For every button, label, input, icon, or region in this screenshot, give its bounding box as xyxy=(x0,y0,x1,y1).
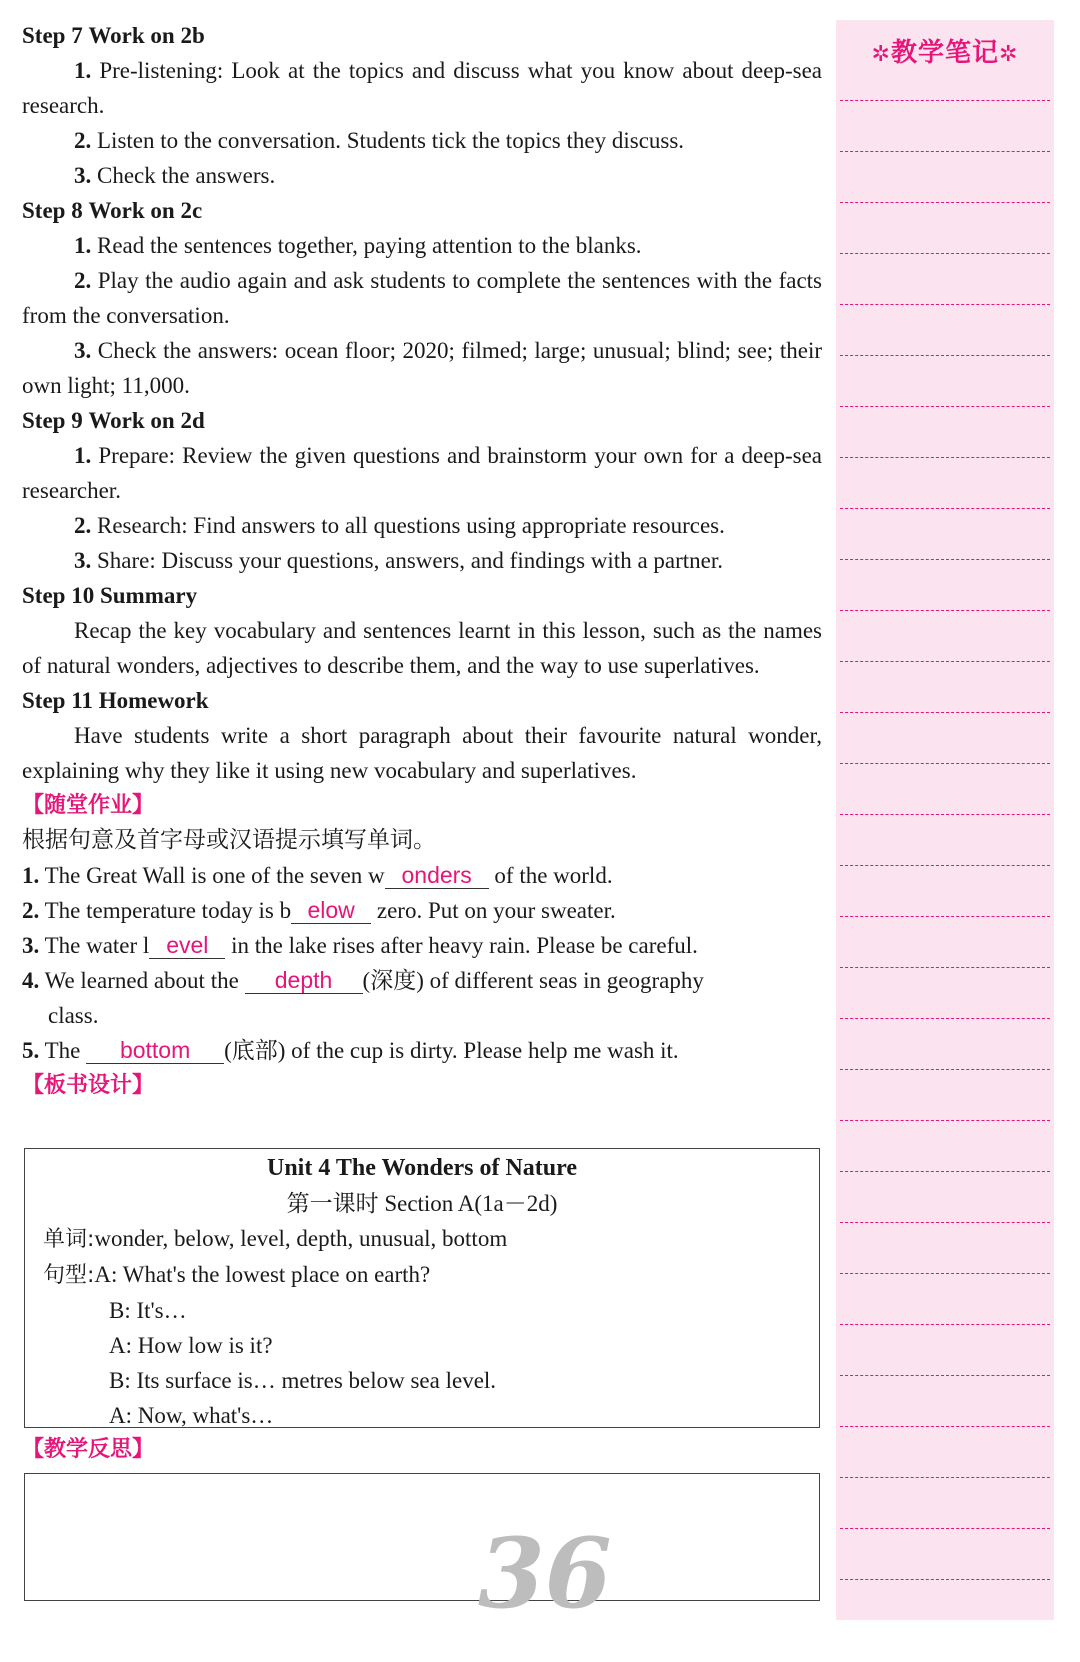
answer-blank[interactable]: bottom xyxy=(86,1037,224,1064)
note-line xyxy=(840,100,1050,101)
note-line xyxy=(840,1018,1050,1019)
board-words: 单词:wonder, below, level, depth, unusual, bottom xyxy=(43,1226,508,1252)
flower-icon: ✲ xyxy=(871,42,891,67)
reflection-box[interactable] xyxy=(24,1473,820,1601)
note-line xyxy=(840,1477,1050,1478)
board-heading: 【板书设计】 xyxy=(22,1073,155,1098)
step-item: 1. Read the sentences together, paying attention to the blanks. xyxy=(74,233,642,258)
note-line xyxy=(840,253,1050,254)
step-heading: Step 8 Work on 2c xyxy=(22,198,203,223)
reflection-heading: 【教学反思】 xyxy=(22,1437,155,1462)
sidebar-title: ✲教学笔记✲ xyxy=(871,38,1019,68)
step-item: 1. Pre-listening: Look at the topics and discuss what you know about deep-sea research. xyxy=(22,58,822,118)
note-line xyxy=(840,508,1050,509)
board-sentence: B: It's… xyxy=(109,1298,187,1323)
note-line xyxy=(840,1528,1050,1529)
question-1: 1. The Great Wall is one of the seven w onders of the world. xyxy=(22,862,613,888)
board-subtitle: 第一课时 Section A(1a－2d) xyxy=(286,1191,558,1216)
note-line xyxy=(840,610,1050,611)
answer-blank[interactable]: depth xyxy=(245,967,363,994)
step-item: 2. Research: Find answers to all questions using appropriate resources. xyxy=(74,513,725,538)
notes-sidebar xyxy=(836,20,1054,1620)
note-line xyxy=(840,304,1050,305)
step-paragraph: Have students write a short paragraph about their favourite natural wonder, explaining why they like it using new vocabulary and superlatives. xyxy=(22,723,822,783)
step-heading: Step 11 Homework xyxy=(22,688,209,713)
note-line xyxy=(840,1426,1050,1427)
step-heading: Step 7 Work on 2b xyxy=(22,23,205,48)
step-item: 3. Check the answers. xyxy=(74,163,276,188)
question-2: 2. The temperature today is b elow zero. Put on your sweater. xyxy=(22,897,616,923)
question-3: 3. The water l evel in the lake rises after heavy rain. Please be careful. xyxy=(22,932,698,958)
board-sentence: A: Now, what's… xyxy=(109,1403,274,1428)
note-line xyxy=(840,1375,1050,1376)
homework-instruction: 根据句意及首字母或汉语提示填写单词。 xyxy=(22,827,436,853)
step-item: 2. Listen to the conversation. Students tick the topics they discuss. xyxy=(74,128,685,153)
answer-blank[interactable]: elow xyxy=(291,897,371,924)
step-item: 3. Check the answers: ocean floor; 2020; filmed; large; unusual; blind; see; their own light; 11,000. xyxy=(22,338,823,398)
step-heading: Step 10 Summary xyxy=(22,583,198,608)
note-line xyxy=(840,967,1050,968)
note-line xyxy=(840,1579,1050,1580)
board-sentence: 句型:A: What's the lowest place on earth? xyxy=(43,1262,431,1288)
note-line xyxy=(840,202,1050,203)
board-design-box xyxy=(24,1148,820,1428)
note-line xyxy=(840,712,1050,713)
homework-heading: 【随堂作业】 xyxy=(22,793,155,818)
question-4-cont: class. xyxy=(48,1003,99,1028)
note-line xyxy=(840,763,1050,764)
step-item: 3. Share: Discuss your questions, answers, and findings with a partner. xyxy=(74,548,724,573)
flower-icon: ✲ xyxy=(999,42,1019,67)
question-4: 4. We learned about the depth (深度) of different seas in geography xyxy=(22,967,704,993)
note-line xyxy=(840,559,1050,560)
note-line xyxy=(840,1069,1050,1070)
step-heading: Step 9 Work on 2d xyxy=(22,408,205,433)
note-line xyxy=(840,865,1050,866)
note-line xyxy=(840,1171,1050,1172)
note-line xyxy=(840,1222,1050,1223)
note-line xyxy=(840,406,1050,407)
note-line xyxy=(840,457,1050,458)
answer-blank[interactable]: evel xyxy=(149,932,225,959)
note-line xyxy=(840,916,1050,917)
note-line xyxy=(840,661,1050,662)
page-number: 36 xyxy=(478,1517,612,1630)
board-sentence: B: Its surface is… metres below sea level. xyxy=(109,1368,497,1393)
step-item: 2. Play the audio again and ask students to complete the sentences with the facts from the conversation. xyxy=(22,268,822,328)
note-line xyxy=(840,1120,1050,1121)
board-title: Unit 4 The Wonders of Nature xyxy=(266,1155,578,1181)
note-line xyxy=(840,151,1050,152)
step-paragraph: Recap the key vocabulary and sentences learnt in this lesson, such as the names of natural wonders, adjectives to describe them, and the way to use superlatives. xyxy=(22,618,822,678)
question-5: 5. The bottom (底部) of the cup is dirty. Please help me wash it. xyxy=(22,1037,679,1063)
main-content xyxy=(22,18,822,1103)
note-line xyxy=(840,814,1050,815)
board-sentence: A: How low is it? xyxy=(109,1333,273,1358)
note-line xyxy=(840,355,1050,356)
answer-blank[interactable]: onders xyxy=(385,862,489,889)
note-line xyxy=(840,1273,1050,1274)
step-item: 1. Prepare: Review the given questions and brainstorm your own for a deep-sea researcher. xyxy=(22,443,822,503)
note-line xyxy=(840,1324,1050,1325)
